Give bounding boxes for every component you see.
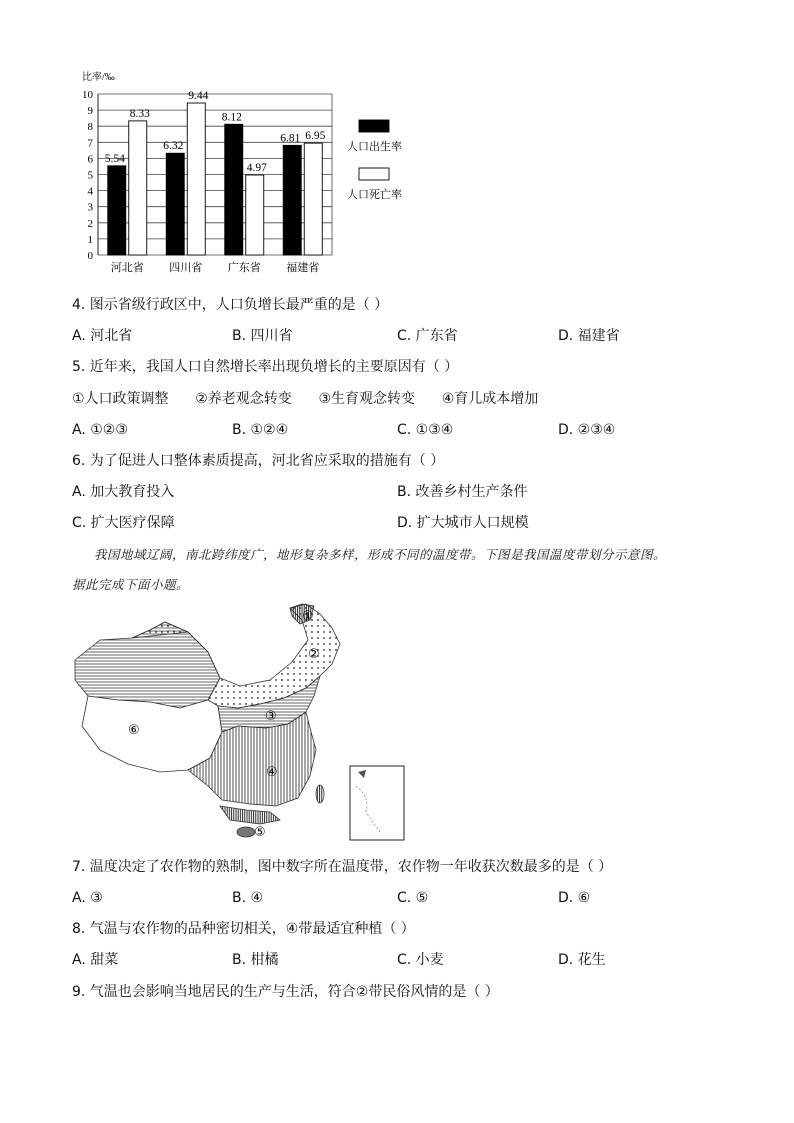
y-tick-label: 4 xyxy=(87,185,93,198)
x-tick-label: 福建省 xyxy=(286,262,320,274)
y-tick-label: 7 xyxy=(87,137,93,150)
passage-line-1: 我国地域辽阔，南北跨纬度广，地形复杂多样，形成不同的温度带。下图是我国温度带划分示意图。 xyxy=(94,547,667,562)
bar-value-label: 4.97 xyxy=(246,161,267,174)
legend-label: 人口出生率 xyxy=(347,141,402,153)
q5-option-c[interactable]: C. ①③④ xyxy=(397,422,454,438)
y-tick-label: 6 xyxy=(87,153,93,166)
q5-option-b[interactable]: B. ①②④ xyxy=(232,422,289,438)
legend-swatch xyxy=(359,168,389,180)
y-axis-label: 比率/‰ xyxy=(82,72,115,83)
bar-value-label: 8.12 xyxy=(221,111,242,124)
bar-birth-rate xyxy=(225,124,243,255)
legend-label: 人口死亡率 xyxy=(347,189,402,201)
q5-option-a[interactable]: A. ①②③ xyxy=(72,422,128,438)
q8-option-b[interactable]: B. 柑橘 xyxy=(232,952,279,968)
q7-option-b[interactable]: B. ④ xyxy=(232,890,264,906)
zone-label-6: ⑥ xyxy=(128,723,140,738)
bar-value-label: 8.33 xyxy=(129,107,150,120)
zone-tropical xyxy=(220,806,280,824)
bar-birth-rate xyxy=(166,153,184,255)
x-tick-labels xyxy=(111,260,320,274)
taiwan-island xyxy=(316,785,324,803)
x-tick-label: 四川省 xyxy=(169,262,203,274)
y-tick-label: 9 xyxy=(87,105,93,118)
question-4-stem: 4. 图示省级行政区中，人口负增长最严重的是（ ） xyxy=(72,297,389,313)
bar-value-label: 9.44 xyxy=(188,90,209,103)
y-tick-label: 0 xyxy=(87,250,93,262)
south-china-sea-inset xyxy=(350,766,404,840)
q4-option-c[interactable]: C. 广东省 xyxy=(397,328,458,344)
question-9-stem: 9. 气温也会影响当地居民的生产与生活，符合②带民俗风情的是（ ） xyxy=(72,984,499,1000)
bar-death-rate xyxy=(304,143,322,255)
y-tick-label: 1 xyxy=(87,233,93,246)
zone-label-1: ① xyxy=(302,609,314,624)
bar-value-label: 5.54 xyxy=(104,152,125,165)
bar-death-rate xyxy=(246,175,264,255)
question-5-statements: ①人口政策调整 ②养老观念转变 ③生育观念转变 ④育儿成本增加 xyxy=(72,391,539,407)
y-tick-label: 5 xyxy=(87,169,93,182)
bar-death-rate xyxy=(129,121,147,255)
q5-option-d[interactable]: D. ②③④ xyxy=(558,422,616,438)
q6-option-d[interactable]: D. 扩大城市人口规模 xyxy=(397,515,529,531)
bar-value-label: 6.95 xyxy=(305,130,326,143)
legend-swatch xyxy=(359,120,389,132)
y-tick-label: 8 xyxy=(87,121,93,134)
q6-option-b[interactable]: B. 改善乡村生产条件 xyxy=(397,484,528,500)
q6-option-c[interactable]: C. 扩大医疗保障 xyxy=(72,515,175,531)
x-tick-label: 河北省 xyxy=(110,262,144,274)
zone-label-3: ③ xyxy=(265,709,277,724)
x-tick-label: 广东省 xyxy=(227,262,261,274)
hainan-island xyxy=(237,827,255,837)
bar-death-rate xyxy=(187,103,205,255)
zone-label-4: ④ xyxy=(266,765,278,780)
temperature-zone-map xyxy=(70,600,415,845)
q8-option-c[interactable]: C. 小麦 xyxy=(397,952,444,968)
y-tick-label: 10 xyxy=(82,89,93,101)
q4-option-b[interactable]: B. 四川省 xyxy=(232,328,293,344)
question-8-stem: 8. 气温与农作物的品种密切相关，④带最适宜种植（ ） xyxy=(72,921,415,937)
y-tick-label: 2 xyxy=(87,217,93,230)
zone-label-2: ② xyxy=(308,647,320,662)
bar-value-label: 6.32 xyxy=(163,140,184,153)
q8-option-d[interactable]: D. 花生 xyxy=(558,952,606,968)
q7-option-c[interactable]: C. ⑤ xyxy=(397,890,429,906)
q7-option-a[interactable]: A. ③ xyxy=(72,890,103,906)
q4-option-d[interactable]: D. 福建省 xyxy=(558,328,620,344)
q7-option-d[interactable]: D. ⑥ xyxy=(558,890,591,906)
q8-option-a[interactable]: A. 甜菜 xyxy=(72,952,119,968)
question-7-stem: 7. 温度决定了农作物的熟制，图中数字所在温度带，农作物一年收获次数最多的是（ ） xyxy=(72,859,613,875)
question-5-stem: 5. 近年来，我国人口自然增长率出现负增长的主要原因有（ ） xyxy=(72,359,459,375)
passage-line-2: 据此完成下面小题。 xyxy=(72,577,190,592)
zone-plateau xyxy=(82,696,222,772)
bar-birth-rate xyxy=(108,166,126,255)
bar-chart xyxy=(70,68,430,283)
zone-label-5: ⑤ xyxy=(254,825,266,840)
bar-value-label: 6.81 xyxy=(280,132,301,145)
q4-option-a[interactable]: A. 河北省 xyxy=(72,328,133,344)
chart-legend xyxy=(347,120,402,201)
y-tick-label: 3 xyxy=(87,201,93,214)
y-tick-labels xyxy=(82,89,94,262)
bar-birth-rate xyxy=(283,145,301,255)
question-6-stem: 6. 为了促进人口整体素质提高，河北省应采取的措施有（ ） xyxy=(72,453,445,469)
q6-option-a[interactable]: A. 加大教育投入 xyxy=(72,484,175,500)
